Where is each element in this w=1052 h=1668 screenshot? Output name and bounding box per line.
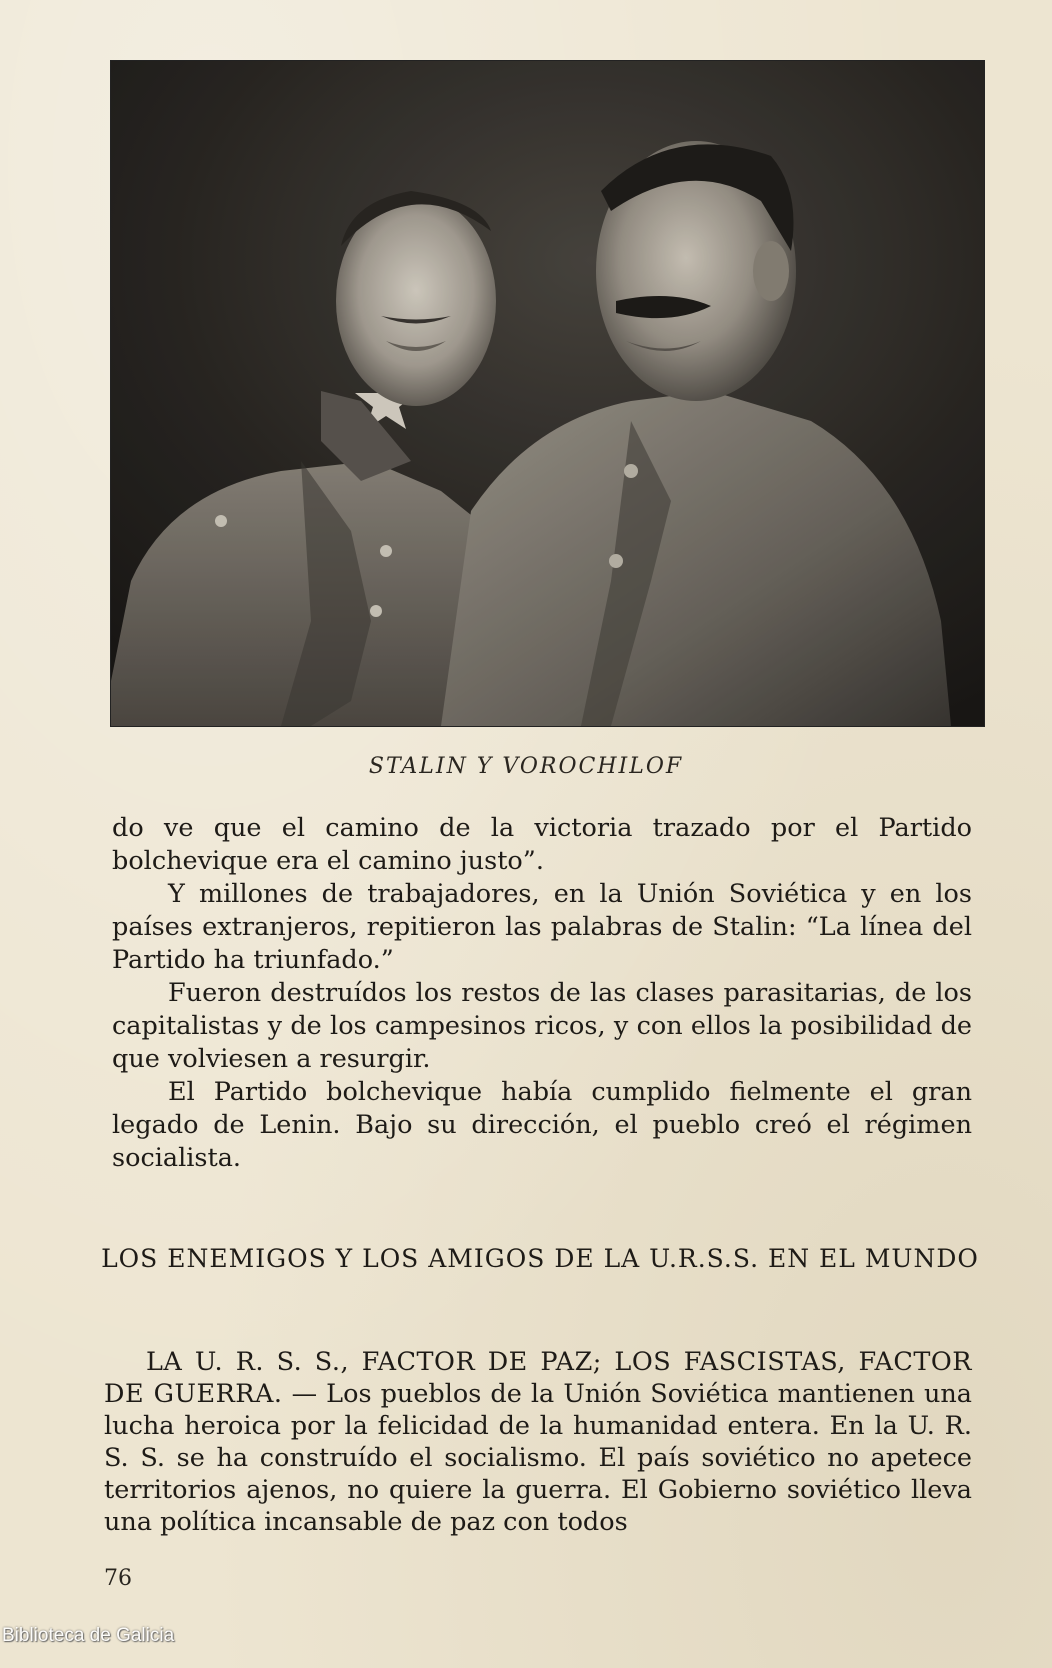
body-text — [112, 812, 972, 1175]
library-watermark: Biblioteca de Galicia — [2, 1625, 175, 1646]
section-lead: LA U. R. S. S., FACTOR DE PAZ; LOS FASCISTAS, FACTOR DE GUERRA. — [104, 1347, 972, 1409]
section-body: — Los pueblos de la Unión Soviética mantienen una lucha heroica por la felicidad de la humanidad entera. En la U. R. S. S. se ha construído el socialismo. El país soviético no apetece territorios ajenos, no quiere la guerra. El Gobierno soviético lleva una política incansable de paz con todos — [104, 1379, 973, 1537]
portrait-photograph — [110, 60, 985, 727]
section-text — [104, 1346, 972, 1538]
paragraph: El Partido bolchevique había cumplido fielmente el gran legado de Lenin. Bajo su dirección, el pueblo creó el régimen socialista. — [112, 1077, 972, 1173]
paragraph: Fueron destruídos los restos de las clases parasitarias, de los capitalistas y de los campesinos ricos, y con ellos la posibilidad de que volviesen a resurgir. — [112, 978, 972, 1074]
paragraph — [104, 1346, 972, 1538]
section-heading: LOS ENEMIGOS Y LOS AMIGOS DE LA U.R.S.S. EN EL MUNDO — [101, 1244, 979, 1273]
paragraph: Y millones de trabajadores, en la Unión Soviética y en los países extranjeros, repitieron las palabras de Stalin: “La línea del Partido ha triunfado.” — [112, 879, 972, 975]
paragraph: do ve que el camino de la victoria trazado por el Partido bolchevique era el camino justo”. — [112, 813, 972, 876]
page-number: 76 — [104, 1566, 132, 1591]
photo-caption: STALIN Y VOROCHILOF — [368, 754, 684, 779]
